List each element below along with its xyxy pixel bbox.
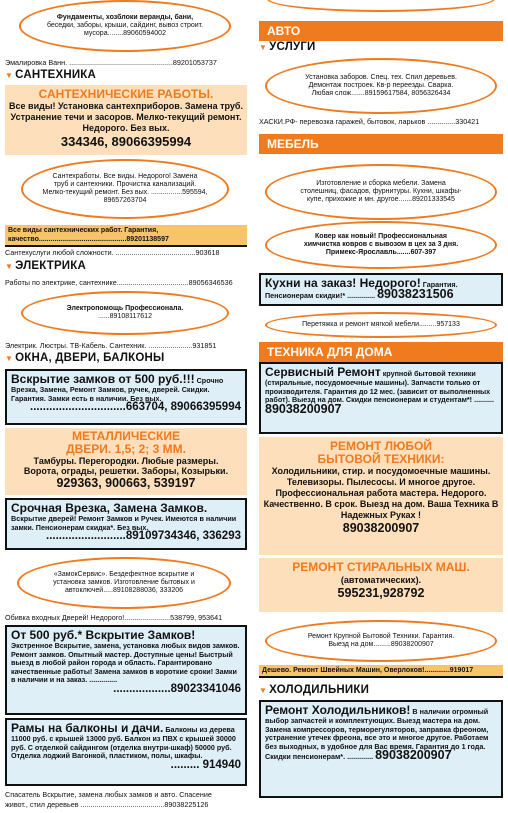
plumbing-body: Все виды! Установка сантехприборов. Замена труб. Устранение течи и засоров. Мелко-текущий ремонт. Недорого. Без вых. <box>9 101 243 133</box>
service-repair-box <box>259 362 503 434</box>
classified-line: Электрик. Люстры. ТВ-Кабель. Сантехник. ......................931851 <box>5 341 217 350</box>
ad-line: 89657263704 <box>103 197 147 204</box>
triangle-icon: ▼ <box>259 686 268 695</box>
ad-line: столешниц, фасадов, фурнитуры. Кухни, шкафы- <box>300 188 462 195</box>
frames-box <box>5 718 247 786</box>
repair-phone: 89038200907 <box>342 521 420 535</box>
metal-phones: 929363, 900663, 539197 <box>56 476 196 490</box>
rubric-electric <box>5 260 86 272</box>
insert-locks-box <box>5 498 247 550</box>
ad-line: ......89108117612 <box>98 313 152 320</box>
metal-title-2: ДВЕРИ. 1,5; 2; 3 ММ. <box>66 442 186 456</box>
service-title: Сервисный Ремонт <box>265 365 381 379</box>
ad-top-fragment <box>267 0 495 12</box>
rubric-fridges <box>259 684 369 696</box>
rubric-label: САНТЕХНИКА <box>15 69 97 81</box>
ad-line: Перетяжка и ремонт мягкой мебели.........957133 <box>302 321 460 328</box>
metal-body-1: Тамбуры. Перегородки. Любые размеры. <box>33 456 219 466</box>
plumbing-title: САНТЕХНИЧЕСКИЕ РАБОТЫ. <box>38 87 214 101</box>
service-phone: 89038200907 <box>265 401 342 416</box>
ad-line: автоключей.....89108288036, 333206 <box>64 587 184 594</box>
frames-phones: ......... 914940 <box>170 758 241 771</box>
locks-title: Вскрытие замков от 500 руб.!!! <box>11 372 195 386</box>
insert-title: Срочная Врезка, Замена Замков. <box>11 501 208 515</box>
ad-furniture <box>265 164 497 220</box>
locks-box <box>5 369 247 425</box>
triangle-icon: ▼ <box>259 43 268 52</box>
appliance-repair-box <box>259 437 503 555</box>
ad-zamok-service <box>17 557 231 609</box>
ad-line: купе, прихожие и мн. другое.......89201333545 <box>307 196 455 203</box>
repair-body: Холодильники, стир. и посудомоечные машины. Телевизоры. Пылесосы. И многое другое. Профессиональная работа мастера. Недорого. Качественно. В срок. Выезд на дом. Ваша Техника В Надежных Руках ! <box>263 466 499 520</box>
kitchen-phone: 89038231506 <box>377 287 454 301</box>
ad-line: «ЗамокСервис». Бездефектное вскрытие и <box>53 571 195 578</box>
ad-line: Изготовление и сборка мебели. Замена <box>316 180 446 187</box>
classified-line: живот., стил деревьев ..........................................89038225126 <box>5 800 209 809</box>
fridge-title: Ремонт Холодильников! <box>265 703 411 717</box>
plumbing-yellow-line: Все виды сантехнических работ. Гарантия, качество.............................................89201138597 <box>5 225 247 247</box>
triangle-icon: ▼ <box>5 262 14 271</box>
metal-body-2: Ворота, ограды, решетки. Заборы, Козырьки. <box>23 466 229 476</box>
fridge-repair-box <box>259 700 503 798</box>
rubric-label: ЭЛЕКТРИКА <box>15 260 86 272</box>
classified-line: Обивка входных Дверей! Недорого!.......................538799, 953641 <box>5 613 223 622</box>
ad-upholstery <box>265 312 497 338</box>
ad-line: Примекс-Ярославль.......607-397 <box>325 249 437 256</box>
classified-line: ХАСКИ.РФ- перевозка гаражей, бытовок, ларьков ..............330421 <box>259 117 480 126</box>
fridge-body: В наличии огромный выбор запчастей и комплектующих. Выезд мастера на дом. Замена компрессоров, терморегуляторов, заправка фреоном, устранение утечек фреона, все это и многое другое. Работаем без выходных, в удобное для Вас время. Гарантия до 1 года. Скидки пенсионерам*. ............. <box>265 707 489 762</box>
ad-fences <box>265 58 497 114</box>
ad-large-appliance <box>265 620 497 662</box>
locks500-body: Экстренное Вскрытие, замена, установка любых видов замков. Ремонт замков. Опытный мастер. Доступные цены! Быстрый выезд в любой район города и область. Гарантировано качественные работы! Замена замков в короткие сроки! Замки в наличии и на заказ. .............. <box>11 641 240 685</box>
repair-title-2: БЫТОВОЙ ТЕХНИКИ: <box>317 452 445 466</box>
locks500-phones: ..................89023341046 <box>113 682 241 695</box>
classified-line: Спасатель Вскрытие, замена любых замков и авто. Спасение <box>5 790 212 799</box>
kitchen-title: Кухни на заказ! Недорого! <box>265 276 421 290</box>
metal-title-1: МЕТАЛЛИЧЕСКИЕ <box>72 429 180 443</box>
ad-line: мусора........89060594002 <box>84 30 166 37</box>
washing-title: РЕМОНТ СТИРАЛЬНЫХ МАШ. <box>292 560 470 574</box>
frames-title: Рамы на балконы и дачи. <box>11 721 164 735</box>
rubric-label: ХОЛОДИЛЬНИКИ <box>269 684 370 696</box>
locks500-title: От 500 руб.* Вскрытие Замков! <box>11 628 196 642</box>
classified-line: Работы по электрике, сантехнике....................................89056346536 <box>5 278 233 287</box>
repair-title-1: РЕМОНТ ЛЮБОЙ <box>329 439 433 453</box>
ad-line: Ремонт Крупной Бытовой Техники. Гарантия. <box>307 633 455 640</box>
rubric-plumbing <box>5 69 96 81</box>
classified-line: Сантехуслуги любой сложности. ........................................903618 <box>5 248 220 257</box>
kitchen-sub: Гарантия. <box>422 280 458 289</box>
insert-phones: .........................89109734346, 336293 <box>46 530 241 543</box>
locks-body: Срочно Врезка, Замена, Ремонт Замков, ручек, дверей. Скидки. Гарантия. Замки есть в наличии. Без вых. <box>11 376 224 403</box>
locks-phones: ..............................663704, 89066395994 <box>30 401 241 414</box>
ad-line: беседки, заборы, крыши, сайдинг, вывоз строит. <box>46 22 204 29</box>
ad-line: Установка заборов. Спец. тех. Спил деревьев. <box>305 74 457 81</box>
ad-line: Выезд на дом.........89038200907 <box>328 641 434 648</box>
section-furniture: МЕБЕЛЬ <box>259 134 503 154</box>
ad-line: Мелко-текущий ремонт. Без вых. ................595594, <box>42 189 208 196</box>
ad-line: Фундаменты, хозблоки веранды, бани, <box>56 14 194 21</box>
ad-electric-help <box>21 291 229 335</box>
triangle-icon: ▼ <box>5 71 14 80</box>
fridge-phone: 89038200907 <box>375 748 452 763</box>
kitchen-phone-row <box>265 287 497 301</box>
ad-carpet-cleaning <box>265 221 497 269</box>
section-auto: АВТО <box>259 21 503 41</box>
sewing-yellow-line: Дешево. Ремонт Швейных Машин, Оверлоков!.............919017 <box>259 665 503 678</box>
plumbing-box <box>5 85 247 155</box>
classified-line: Эмалировка Ванн. ....................................................89201053737 <box>5 58 217 67</box>
frames-body: Балконы из дерева 11000 руб. с крышей 13000 руб. Балкон из ПВХ с крышей 30000 руб. С отделкой сайдингом (отделка внутри-шкаф) 50000 руб. Отделка лоджий Вагонкой, пластиком, полы, шкафы. <box>11 725 236 761</box>
ad-line: установка замков. Изготовление бытовых и <box>53 579 195 586</box>
triangle-icon: ▼ <box>5 354 14 363</box>
rubric-label: УСЛУГИ <box>269 41 316 53</box>
ad-line: Ковер как новый! Профессиональная <box>315 233 447 240</box>
rubric-windows <box>5 352 164 364</box>
ad-line: химчистка ковров с вывозом в цех за 3 дня. <box>303 241 459 248</box>
rubric-services <box>259 41 316 53</box>
rubric-label: ОКНА, ДВЕРИ, БАЛКОНЫ <box>15 352 165 364</box>
ad-line: труб и сантехники. Прочистка канализаций. <box>53 181 197 188</box>
ad-line: Электропомощь Профессионала. <box>66 305 184 312</box>
plumbing-phones: 334346, 89066395994 <box>60 134 192 149</box>
washing-sub: (автоматических). <box>340 575 422 585</box>
ad-foundations <box>19 0 231 52</box>
ad-line: Любая слож.......89159617584, 8056326434 <box>311 90 451 97</box>
ad-line: Сантехработы. Все виды. Недорого! Замена <box>52 173 198 180</box>
washing-phones: 595231,928792 <box>337 586 425 600</box>
ad-plumbing-works <box>21 159 229 219</box>
washing-machine-box <box>259 558 503 612</box>
service-body: крупной бытовой техники (стиральные, посудомоечные машины). Запчасти только от производителя. Гарантия до 12 мес. (зависит от выполненных работ). Выезд на дом. Скидки пенсионерам и студентам*! .......... <box>265 369 495 405</box>
kitchen-box <box>259 273 503 306</box>
insert-body: Вскрытие дверей! Ремонт Замков и Ручек. Имеются в наличии замки. Пенсионерам скидка*. Без вых. <box>11 514 237 532</box>
ad-line: Демонтаж построек. Кв-р переезды. Сварка. <box>308 82 454 89</box>
section-appliances: ТЕХНИКА ДЛЯ ДОМА <box>259 342 503 362</box>
kitchen-pre: Пенсионерам скидки!* .............. <box>265 291 376 300</box>
metal-doors-box <box>5 428 247 495</box>
locks-500-box <box>5 625 247 715</box>
